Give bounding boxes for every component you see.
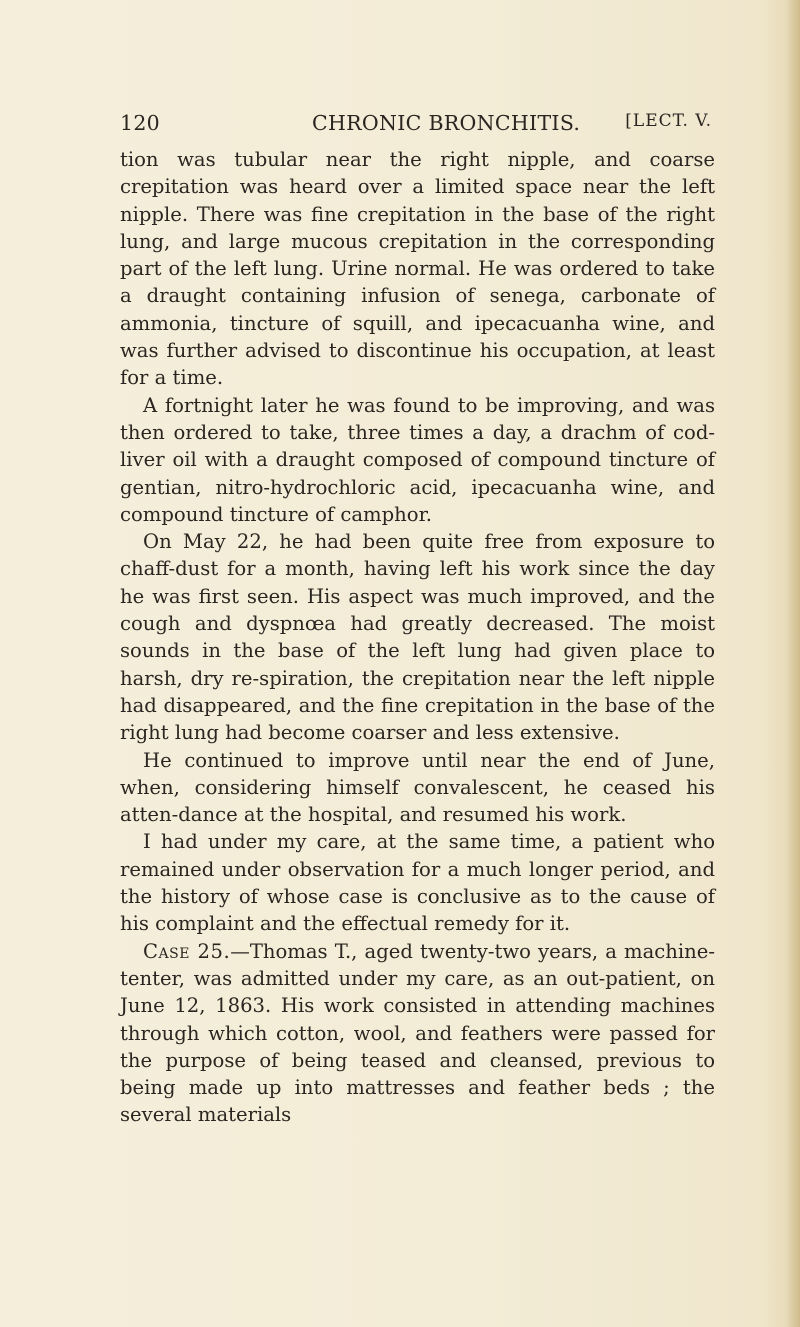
paragraph-continuation: tion was tubular near the right nipple, and coarse crepitation was heard over a limited space near the left nipple. There was fine crepitation in the base of the right lung, and large mucous crepitation in the corresponding part of the left lung. Urine normal. He was ordered to take a draught containing infusion of senega, carbonate of ammonia, tincture of squill, and ipecacuanha wine, and was further advised to discontinue his occupation, at least for a time. bbox=[120, 148, 715, 390]
paragraph-june: He continued to improve until near the end of June, when, considering himself convalescent, he ceased his atten-dance at the hospital, and resumed his work. bbox=[120, 748, 715, 827]
page-edge-shadow bbox=[786, 0, 800, 1327]
running-title: CHRONIC BRONCHITIS. bbox=[312, 111, 581, 135]
body-text bbox=[120, 146, 715, 1129]
page-number: 120 bbox=[120, 111, 161, 135]
running-head bbox=[120, 111, 712, 139]
paragraph-fortnight: A fortnight later he was found to be improving, and was then ordered to take, three times a day, a drachm of cod-liver oil with a draught composed of compound tincture of gentian, nitro-hydrochloric acid, ipecacuanha wine, and compound tincture of camphor. bbox=[120, 393, 715, 526]
case-label: Case 25. bbox=[143, 939, 231, 963]
paragraph-case-25 bbox=[120, 938, 715, 1129]
case-text: —Thomas T., aged twenty-two years, a machine-tenter, was admitted under my care, as an out-patient, on June 12, 1863. His work consisted in attending machines through which cotton, wool, and feathers were passed for the purpose of being teased and cleansed, previous to being made up into mattresses and feather beds ; the several materials bbox=[120, 939, 715, 1127]
paragraph-second-patient: I had under my care, at the same time, a patient who remained under observation for a much longer period, and the history of whose case is conclusive as to the cause of his complaint and the effectual remedy for it. bbox=[120, 830, 715, 936]
paragraph-may-22: On May 22, he had been quite free from exposure to chaff-dust for a month, having left his work since the day he was first seen. His aspect was much improved, and the cough and dyspnœa had greatly decreased. The moist sounds in the base of the left lung had given place to harsh, dry re-spiration, the crepitation near the left nipple had disappeared, and the fine crepitation in the base of the right lung had become coarser and less extensive. bbox=[120, 530, 715, 745]
lecture-reference: [LECT. V. bbox=[625, 111, 712, 131]
